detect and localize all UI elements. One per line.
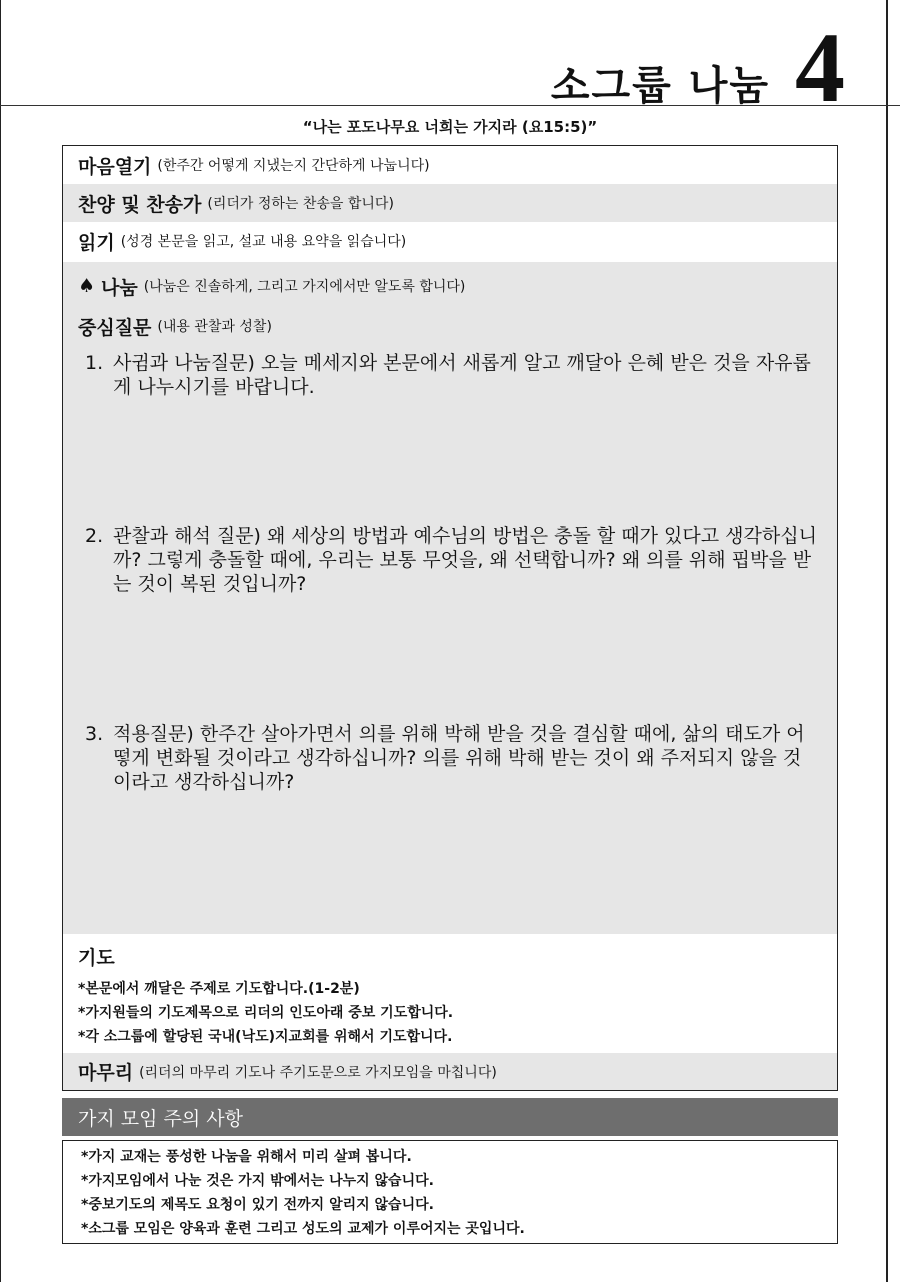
prayer-item: *각 소그룹에 할당된 국내(낙도)지교회를 위해서 기도합니다. bbox=[78, 1029, 453, 1045]
reading-row bbox=[63, 222, 837, 260]
sharing-row bbox=[63, 266, 837, 306]
question-text: 사귐과 나눔질문) 오늘 메세지와 본문에서 새롭게 알고 깨달아 은혜 받은 것을 자유롭게 나누시기를 바랍니다. bbox=[113, 352, 811, 398]
page-frame-right bbox=[886, 0, 888, 1282]
praise-row bbox=[63, 184, 837, 222]
page-title: 소그룹 나눔 bbox=[550, 62, 770, 109]
opening-row bbox=[63, 146, 837, 184]
question-text: 적용질문) 한주간 살아가면서 의를 위해 박해 받을 것을 결심할 때에, 삶의 태도가 어떻게 변화될 것이라고 생각하십니까? 의를 위해 박해 받는 것이 왜 주저되지 않을 것이라고 생각하십니까? bbox=[113, 723, 805, 793]
prayer-row bbox=[63, 936, 837, 976]
notice-title: 가지 모임 주의 사항 bbox=[62, 1098, 838, 1136]
core-note: (내용 관찰과 성찰) bbox=[157, 319, 272, 335]
question-number: 2. bbox=[85, 525, 104, 547]
notice-item: *가지모임에서 나눈 것은 가지 밖에서는 나누지 않습니다. bbox=[81, 1173, 434, 1189]
verse-quote: “나는 포도나무요 너희는 가지라 (요15:5)” bbox=[302, 118, 598, 136]
spade-icon: ♠ bbox=[78, 275, 96, 297]
praise-note: (리더가 정하는 찬송을 합니다) bbox=[207, 196, 394, 212]
prayer-item: *가지원들의 기도제목으로 리더의 인도아래 중보 기도합니다. bbox=[78, 1005, 454, 1021]
prayer-item: *본문에서 깨달은 주제로 기도합니다.(1-2분) bbox=[78, 981, 360, 997]
notice-item: *가지 교재는 풍성한 나눔을 위해서 미리 살펴 봅니다. bbox=[81, 1149, 412, 1165]
core-question-row bbox=[63, 308, 837, 344]
sharing-label: 나눔 bbox=[101, 276, 138, 299]
closing-note: (리더의 마무리 기도나 주기도문으로 가지모임을 마칩니다) bbox=[139, 1064, 497, 1081]
notice-item: *중보기도의 제목도 요청이 있기 전까지 알리지 않습니다. bbox=[81, 1197, 434, 1213]
sharing-note: (나눔은 진솔하게, 그리고 가지에서만 알도록 합니다) bbox=[143, 279, 466, 295]
reading-note: (성경 본문을 읽고, 설교 내용 요약을 읽습니다) bbox=[120, 234, 407, 250]
praise-label: 찬양 및 찬송가 bbox=[78, 193, 202, 216]
reading-label: 읽기 bbox=[78, 231, 115, 254]
page-frame-left bbox=[0, 0, 1, 1282]
notice-item: *소그룹 모임은 양육과 훈련 그리고 성도의 교제가 이루어지는 곳입니다. bbox=[81, 1221, 525, 1237]
opening-label: 마음열기 bbox=[78, 155, 152, 178]
question-2 bbox=[63, 524, 837, 596]
opening-note: (한주간 어떻게 지냈는지 간단하게 나눕니다) bbox=[157, 158, 430, 174]
question-number: 3. bbox=[85, 723, 104, 745]
question-number: 1. bbox=[85, 352, 104, 374]
question-text: 관찰과 해석 질문) 왜 세상의 방법과 예수님의 방법은 충돌 할 때가 있다고 생각하십니까? 그렇게 충돌할 때에, 우리는 보통 무엇을, 왜 선택합니까? 왜 의를 위해 핍박을 받는 것이 복된 것입니까? bbox=[113, 525, 817, 595]
question-1 bbox=[63, 351, 837, 399]
closing-row bbox=[63, 1053, 837, 1090]
core-label: 중심질문 bbox=[78, 316, 152, 339]
lesson-number: 4 bbox=[795, 12, 845, 123]
prayer-label: 기도 bbox=[78, 946, 115, 969]
sharing-area bbox=[63, 262, 837, 934]
question-3 bbox=[63, 722, 837, 794]
lesson-box bbox=[62, 145, 838, 1091]
closing-label: 마무리 bbox=[78, 1062, 134, 1084]
notice-box bbox=[62, 1140, 838, 1244]
